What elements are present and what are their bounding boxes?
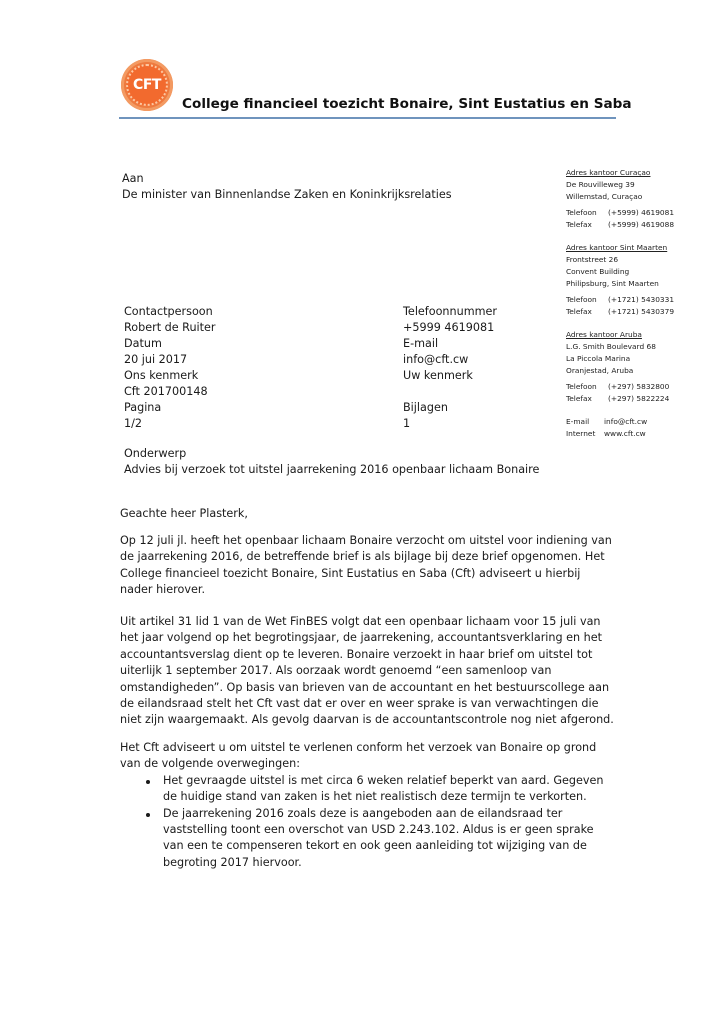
office-address-line: Willemstad, Curaçao	[566, 192, 643, 201]
office-address-line: De Rouvilleweg 39	[566, 180, 635, 189]
office-phone-value: (+5999) 4619081	[608, 208, 675, 217]
general-email-label: E-mail	[566, 417, 590, 426]
office-address-line: La Piccola Marina	[566, 354, 631, 363]
office-fax	[566, 306, 716, 318]
paragraph-line: niet zijn waargemaakt. Als gevolg daarvan is de accountantscontrole nog niet afgerond.	[120, 713, 614, 727]
paragraph-line: het jaar volgend op het begrotingsjaar, de jaarrekening, accountantsverklaring en het	[120, 631, 603, 645]
page-value: 1/2	[124, 417, 143, 430]
addressee-name: De minister van Binnenlandse Zaken en Koninkrijksrelaties	[122, 188, 452, 201]
list-item-line: van een te compenseren tekort en ook geen aanleiding tot wijziging van de	[163, 839, 587, 853]
list-item-line: vaststelling toont een overschot van USD 2.243.102. Aldus is er geen sprake	[163, 823, 594, 837]
office-fax-label: Telefax	[566, 220, 592, 229]
office-fax-value: (+1721) 5430379	[608, 307, 675, 316]
subject-label: Onderwerp	[124, 447, 187, 460]
office-heading: Adres kantoor Curaçao	[566, 168, 651, 177]
office-phone-label: Telefoon	[566, 295, 597, 304]
organization-title: College financieel toezicht Bonaire, Sint Eustatius en Saba	[182, 96, 632, 112]
contact-person-label: Contactpersoon	[124, 305, 213, 318]
paragraph-line: van de volgende overwegingen:	[120, 757, 300, 771]
attachments-value: 1	[403, 417, 411, 430]
page-label: Pagina	[124, 401, 162, 414]
paragraph-line: de eilandsraad stelt het Cft vast dat er over en weer sprake is van verwachtingen die	[120, 697, 599, 711]
general-email-value[interactable]: info@cft.cw	[604, 417, 648, 426]
office-address-line: Oranjestad, Aruba	[566, 366, 634, 375]
paragraph-line: nader hierover.	[120, 583, 205, 597]
office-heading: Adres kantoor Sint Maarten	[566, 243, 668, 252]
office-address-line: Convent Building	[566, 267, 630, 276]
office-address-line: Philipsburg, Sint Maarten	[566, 279, 659, 288]
paragraph-1	[120, 533, 612, 599]
office-fax-label: Telefax	[566, 394, 592, 403]
details-right	[403, 304, 497, 432]
email-value[interactable]: info@cft.cw	[403, 353, 469, 366]
office-phone	[566, 207, 716, 219]
subject-text: Advies bij verzoek tot uitstel jaarrekening 2016 openbaar lichaam Bonaire	[124, 463, 540, 476]
logo-text: CFT	[133, 77, 161, 93]
paragraph-line: uiterlijk 1 september 2017. Als oorzaak wordt genoemd “een samenloop van	[120, 664, 552, 678]
office-fax-value: (+5999) 4619088	[608, 220, 675, 229]
list-item	[120, 806, 605, 872]
paragraph-2	[120, 614, 614, 729]
addressee-label: Aan	[122, 172, 144, 185]
office-sint-maarten	[566, 242, 716, 318]
your-reference-label: Uw kenmerk	[403, 369, 473, 382]
attachments-label: Bijlagen	[403, 401, 448, 414]
your-reference-value	[403, 384, 497, 400]
paragraph-line: Het Cft adviseert u om uitstel te verlenen conform het verzoek van Bonaire op grond	[120, 741, 597, 754]
paragraph-line: de jaarrekening 2016, de betreffende brief is als bijlage bij deze brief opgenomen. Het	[120, 550, 605, 564]
office-phone	[566, 381, 716, 393]
office-address-line: Frontstreet 26	[566, 255, 619, 264]
general-contact	[566, 416, 716, 440]
general-email	[566, 416, 716, 428]
office-fax	[566, 219, 716, 231]
office-curacao	[566, 167, 716, 231]
salutation: Geachte heer Plasterk,	[120, 507, 248, 520]
office-heading: Adres kantoor Aruba	[566, 330, 642, 339]
office-address-line: L.G. Smith Boulevard 68	[566, 342, 656, 351]
office-addresses-sidebar	[566, 167, 716, 440]
office-phone-label: Telefoon	[566, 208, 597, 217]
office-fax-label: Telefax	[566, 307, 592, 316]
header-divider	[119, 117, 616, 119]
list-item-line: De jaarrekening 2016 zoals deze is aangeboden aan de eilandsraad ter	[163, 806, 563, 820]
date-label: Datum	[124, 337, 162, 350]
office-phone-value: (+1721) 5430331	[608, 295, 675, 304]
general-website-value[interactable]: www.cft.cw	[604, 429, 646, 438]
list-item-line: de huidige stand van zaken is het niet realistisch deze termijn te verkorten.	[163, 790, 587, 804]
details-left	[124, 304, 216, 432]
office-phone	[566, 294, 716, 306]
date-value: 20 jui 2017	[124, 353, 188, 366]
office-fax-value: (+297) 5822224	[608, 394, 670, 403]
cft-logo	[121, 59, 173, 111]
contact-person-value: Robert de Ruiter	[124, 321, 216, 334]
list-item-line: begroting 2017 hiervoor.	[163, 855, 302, 869]
office-fax	[566, 393, 716, 405]
office-phone-value: (+297) 5832800	[608, 382, 670, 391]
office-phone-label: Telefoon	[566, 382, 597, 391]
paragraph-line: omstandigheden”. Op basis van brieven van de accountant en het bestuurscollege aan	[120, 680, 610, 694]
paragraph-line: Uit artikel 31 lid 1 van de Wet FinBES volgt dat een openbaar lichaam voor 15 juli van	[120, 615, 601, 628]
our-reference-value: Cft 201700148	[124, 385, 208, 398]
paragraph-line: College financieel toezicht Bonaire, Sint Eustatius en Saba (Cft) adviseert u hierbij	[120, 566, 581, 580]
email-label: E-mail	[403, 337, 439, 350]
our-reference-label: Ons kenmerk	[124, 369, 199, 382]
paragraph-3	[120, 740, 605, 871]
general-website-label: Internet	[566, 429, 596, 438]
list-item-line: Het gevraagde uitstel is met circa 6 weken relatief beperkt van aard. Gegeven	[163, 773, 604, 787]
phone-label: Telefoonnummer	[403, 305, 497, 318]
phone-value: +5999 4619081	[403, 321, 495, 334]
general-website	[566, 428, 716, 440]
considerations-list	[120, 773, 605, 871]
paragraph-line: Op 12 juli jl. heeft het openbaar lichaam Bonaire verzocht om uitstel voor indiening van	[120, 534, 612, 547]
office-aruba	[566, 329, 716, 405]
list-item	[120, 773, 605, 806]
paragraph-line: accountantsverslag dient op te leveren. Bonaire verzoekt in haar brief om uitstel tot	[120, 647, 593, 661]
